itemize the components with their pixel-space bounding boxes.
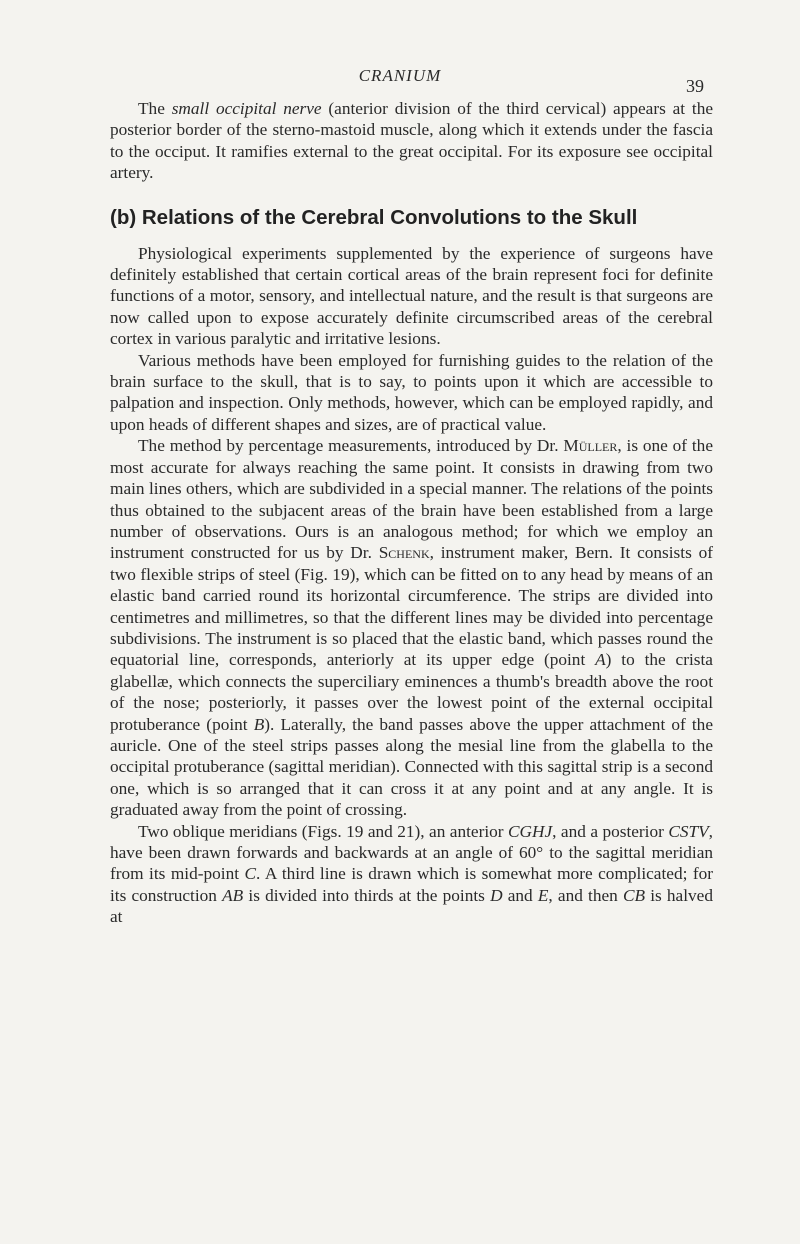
text-run: ) to the crista glabellæ, which connects the superciliary eminences a thumb's breadth above the root of the nose; posteriorly, it passes over the lowest point of the external occipital protuberance (point <box>110 650 713 734</box>
point-label: AB <box>222 885 244 905</box>
text-run: The <box>138 99 172 118</box>
text-run: , instrument maker, Bern. It consists of two flexible strips of steel (Fig. 19), which can be fitted on to any head by means of an elastic band carried round its horizontal circumference. The strips are divided into centimetres and millimetres, so that the different lines may be divided into percentage subdivisions. The instrument is so placed that the elastic band, which passes round the equatorial line, corresponds, anteriorly at its upper edge (point <box>110 543 713 670</box>
point-label: B <box>253 714 265 734</box>
text-run: , have been drawn forwards and backwards at an angle of 60° to the sagittal meridian from its mid-point <box>110 821 713 884</box>
point-label: CSTV <box>668 821 709 841</box>
text-run: is halved at <box>110 885 713 927</box>
text-run: , is one of the most accurate for always reaching the same point. It consists in drawing from two main lines others, which are subdivided in a special manner. The relations of the points thus obtained to the subjacent areas of the brain have been established from a large number of observations. Ours is an analogous method; for which we employ an instrument constructed for us by Dr. <box>110 436 713 563</box>
body-text <box>110 98 713 928</box>
name-muller: Müller <box>563 436 618 456</box>
name-schenk: Schenk <box>378 543 430 563</box>
text-run: . A third line is drawn which is somewhat more complicated; for its construction <box>110 864 714 905</box>
point-label: C <box>244 864 257 884</box>
text-run: , and then <box>548 885 623 905</box>
text-run: ). Laterally, the band passes above the upper attachment of the auricle. One of the steel strips passes along the mesial line from the glabella to the occipital protuberance (sagittal meridian). Connected with this sagittal strip is a second one, which is so arranged that it can cross it at any point and at any angle. It is graduated away from the point of crossing. <box>110 714 713 820</box>
point-label: E <box>537 885 549 905</box>
paragraph-physiological-experiments: Physiological experiments supplemented by the experience of surgeons have definitely established that certain cortical areas of the brain represent foci for definite functions of a motor, sensory, and intellectual nature, and the result is that surgeons are now called upon to expose accurately definite circumscribed areas of the cerebral cortex in various paralytic and irritative lesions. <box>110 243 713 349</box>
paragraph-percentage-method <box>110 435 713 820</box>
section-heading: (b) Relations of the Cerebral Convolutions to the Skull <box>110 205 638 229</box>
point-label: CGHJ <box>507 821 553 841</box>
paragraph-various-methods: Various methods have been employed for furnishing guides to the relation of the brain surface to the skull, that is to say, to points upon it which are accessible to palpation and inspection. Only methods, however, which can be employed rapidly, and upon heads of different shapes and sizes, are of practical value. <box>110 350 713 434</box>
running-head <box>0 66 800 96</box>
text-run: is divided into thirds at the points <box>243 885 491 905</box>
point-label: D <box>490 885 503 905</box>
point-label: A <box>595 650 606 670</box>
paragraph-small-occipital-nerve <box>110 98 713 184</box>
page-number: 39 <box>686 76 704 96</box>
term-small-occipital-nerve: small occipital nerve <box>171 99 322 118</box>
text-run: The method by percentage measurements, introduced by Dr. <box>138 436 564 456</box>
running-title: CRANIUM <box>358 66 442 85</box>
point-label: CB <box>622 885 646 905</box>
text-run: Two oblique meridians (Figs. 19 and 21), an anterior <box>138 821 508 841</box>
paragraph-oblique-meridians <box>110 821 713 928</box>
text-run: (anterior division of the third cervical) appears at the posterior border of the sterno-mastoid muscle, along which it extends under the fascia to the occiput. It ramifies external to the great occipital. For its exposure see occipital artery. <box>110 99 714 183</box>
text-run: and <box>502 885 538 905</box>
text-run: , and a posterior <box>552 821 669 841</box>
